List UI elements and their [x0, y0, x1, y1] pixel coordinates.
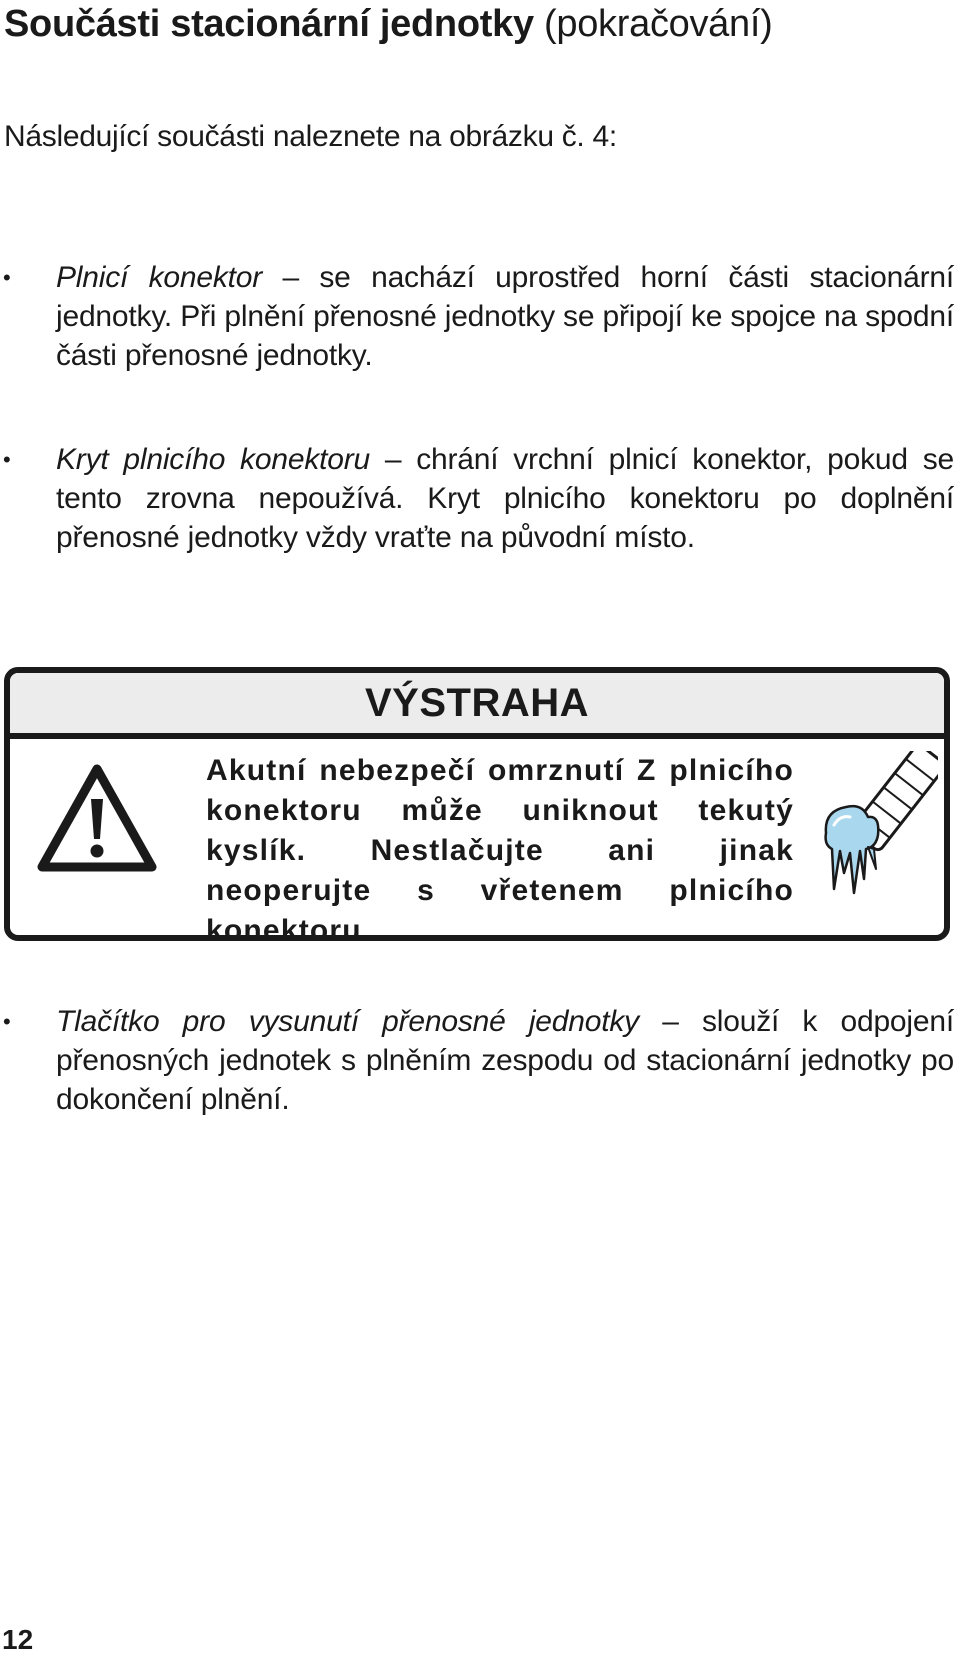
bullet-text: – slouží k odpojení přenosných jednotek s plněním zespodu od stacionární jednotky po dokončení plnění. [56, 1005, 954, 1116]
bullet-dot: • [3, 447, 11, 472]
heading-main: Součásti stacionární jednotky [4, 3, 534, 45]
intro-text: Následující součásti naleznete na obrázku č. 4: [4, 120, 617, 153]
bullet-term: Tlačítko pro vysunutí přenosné jednotky [56, 1005, 639, 1038]
warning-header [10, 673, 944, 739]
bullet-dot: • [3, 1009, 11, 1034]
warning-triangle-icon [36, 763, 158, 875]
page-heading [4, 2, 772, 46]
bullet-text: – se nachází uprostřed horní části stacionární jednotky. Při plnění přenosné jednotky se připojí ke spojce na spodní části přenosné jednotky. [56, 261, 954, 372]
bullet-term: Plnicí konektor [56, 261, 263, 294]
warning-text: Akutní nebezpečí omrznutí Z plnicího konektoru může uniknout tekutý kyslík. Nestlačujte ani jinak neoperujte s vřetenem plnicího konektoru. [206, 754, 794, 947]
bullet-item-release-button [3, 1002, 954, 1119]
bullet-item-connector-cover [3, 440, 954, 557]
bullet-item-filling-connector [3, 258, 954, 375]
heading-suffix: (pokračování) [533, 3, 773, 45]
warning-title: VÝSTRAHA [364, 681, 590, 725]
frozen-connector-icon [818, 751, 938, 911]
warning-box [4, 667, 950, 947]
bullet-dot: • [3, 265, 11, 290]
page-number: 12 [2, 1624, 34, 1655]
bullet-text: – chrání vrchní plnicí konektor, pokud se tento zrovna nepoužívá. Kryt plnicího konektoru po doplnění přenosné jednotky vždy vraťte na původní místo. [56, 443, 954, 554]
bullet-term: Kryt plnicího konektoru [56, 443, 371, 476]
